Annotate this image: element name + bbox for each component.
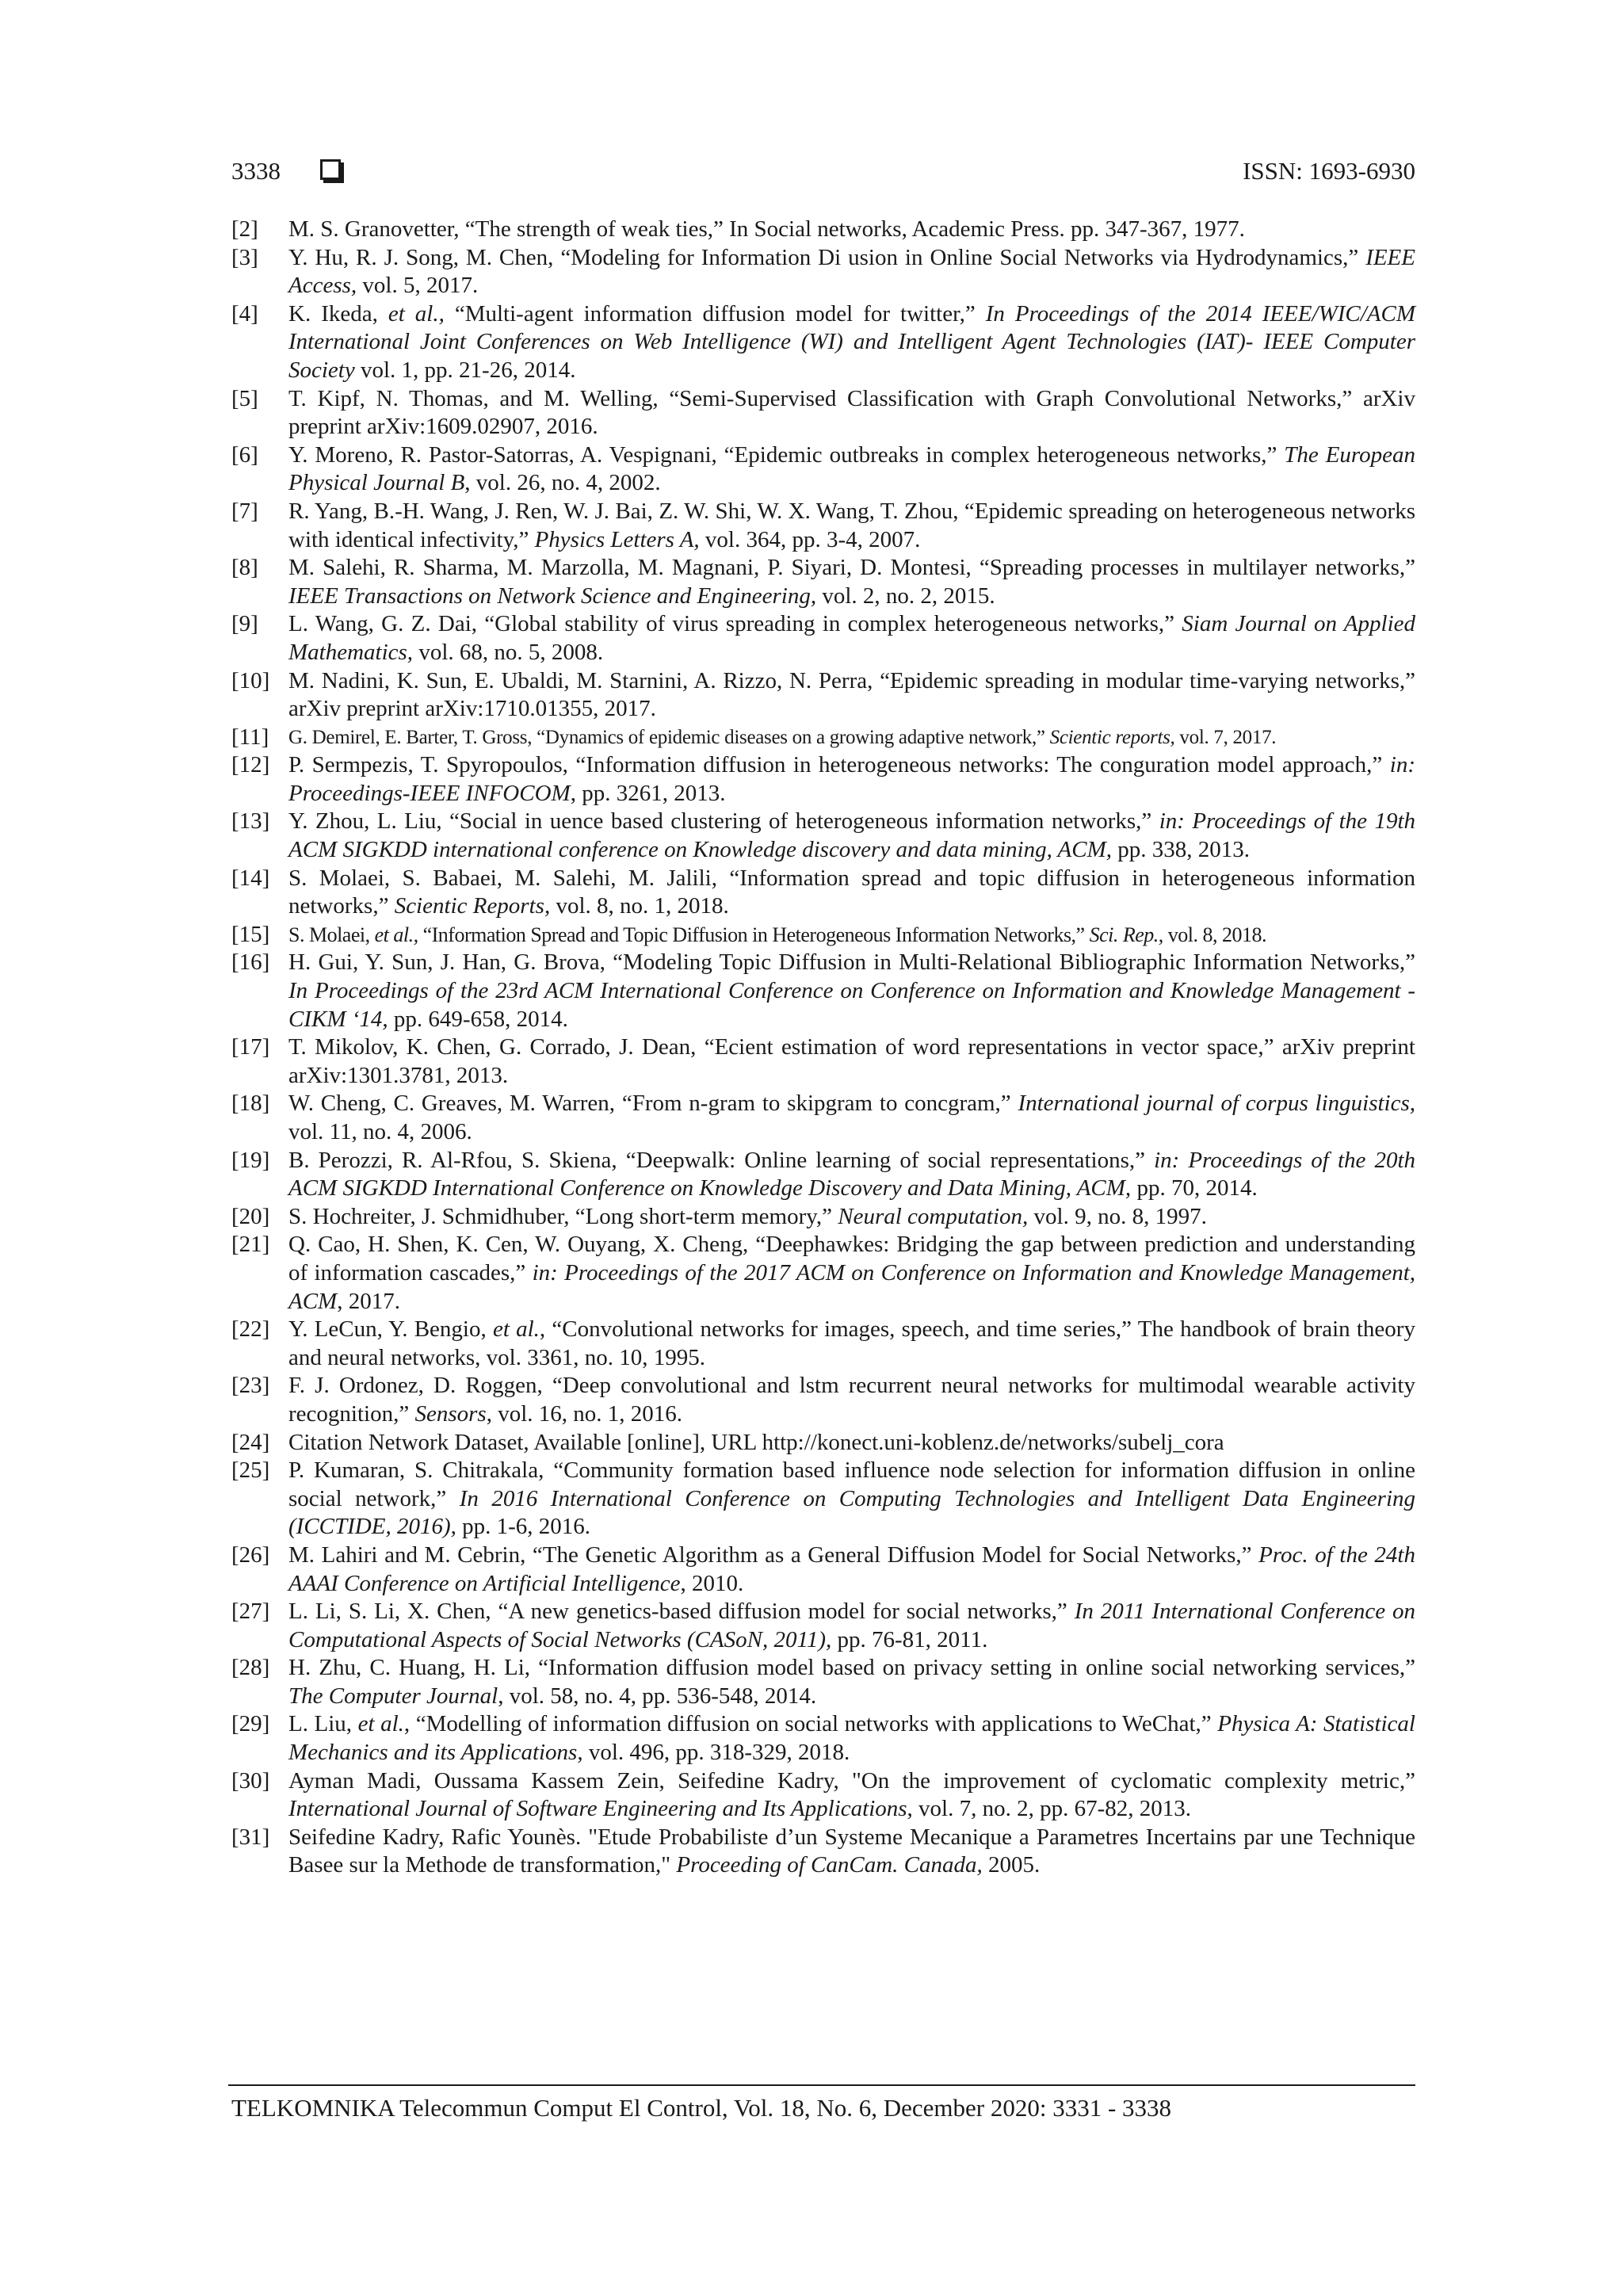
reference-segment: pp. 1-6, 2016.: [456, 1514, 591, 1540]
reference-segment: S. Molaei,: [288, 923, 375, 946]
reference-segment: Seifedine Kadry, Rafic Younès. "Etude Probabiliste d’un Systeme Mecanique a Parametres Incertains par une Technique Basee sur la Methode de transformation,": [288, 1824, 1415, 1878]
reference-text: [288, 1767, 1415, 1824]
reference-segment: L. Li, S. Li, X. Chen, “A new genetics-based diffusion model for social networks,”: [288, 1599, 1075, 1625]
reference-text: [288, 1654, 1415, 1710]
reference-segment: B. Perozzi, R. Al-Rfou, S. Skiena, “Deepwalk: Online learning of social representations,”: [288, 1147, 1155, 1173]
reference-text: [288, 216, 1415, 244]
reference-item: [231, 667, 1415, 724]
reference-segment: R. Yang, B.-H. Wang, J. Ren, W. J. Bai, Z. W. Shi, W. X. Wang, T. Zhou, “Epidemic spreading on heterogeneous networks with identical infectivity,”: [288, 498, 1415, 552]
reference-segment: , 2017.: [337, 1288, 400, 1314]
reference-italic-segment: et al.: [357, 1711, 404, 1737]
reference-segment: Y. LeCun, Y. Bengio,: [288, 1316, 493, 1343]
reference-segment: H. Gui, Y. Sun, J. Han, G. Brova, “Modeling Topic Diffusion in Multi-Relational Bibliographic Information Networks,”: [288, 949, 1415, 976]
reference-italic-segment: in: Proceedings of the 19th ACM SIGKDD international conference on Knowledge discovery and data mining, ACM,: [288, 808, 1415, 863]
reference-number: [10]: [231, 667, 270, 693]
reference-item: [231, 1598, 1415, 1654]
reference-text: [288, 751, 1415, 808]
reference-text: [288, 1824, 1415, 1880]
reference-number: [2]: [231, 216, 258, 242]
reference-text: [288, 1316, 1415, 1372]
reference-number: [19]: [231, 1147, 270, 1173]
reference-segment: “Information Spread and Topic Diffusion in Heterogeneous Information Networks,”: [418, 923, 1090, 946]
reference-segment: , vol. 26, no. 4, 2002.: [464, 470, 661, 496]
reference-italic-segment: Physics Letters A,: [534, 526, 700, 552]
reference-segment: T. Mikolov, K. Chen, G. Corrado, J. Dean, “Ecient estimation of word representations in vector space,” arXiv preprint arXiv:1301.3781, 2013.: [288, 1034, 1415, 1088]
reference-italic-segment: Physica A: Statistical Mechanics and its Applications,: [288, 1711, 1415, 1766]
reference-number: [11]: [231, 724, 269, 750]
reference-text: [288, 1090, 1415, 1146]
reference-segment: , “Convolutional networks for images, speech, and time series,” The handbook of brain theory and neural networks, vol. 3361, no. 10, 1995.: [288, 1316, 1415, 1370]
reference-item: [231, 300, 1415, 385]
reference-italic-segment: Scientic Reports,: [394, 893, 551, 919]
reference-item: [231, 441, 1415, 498]
reference-segment: Y. Moreno, R. Pastor-Satorras, A. Vespignani, “Epidemic outbreaks in complex heterogeneous networks,”: [288, 441, 1285, 468]
reference-number: [9]: [231, 611, 258, 637]
reference-number: [5]: [231, 385, 258, 411]
reference-italic-segment: et al.: [492, 1316, 540, 1343]
footer-rule: [228, 2084, 1415, 2086]
reference-segment: Q. Cao, H. Shen, K. Cen, W. Ouyang, X. Cheng, “Deephawkes: Bridging the gap between prediction and understanding of information cascades,”: [288, 1232, 1415, 1286]
reference-text: [288, 1541, 1415, 1598]
reference-segment: , “Modelling of information diffusion on social networks with applications to WeChat,”: [403, 1711, 1218, 1737]
reference-number: [23]: [231, 1373, 270, 1399]
reference-italic-segment: Scientic reports,: [1049, 726, 1175, 748]
reference-item: [231, 498, 1415, 554]
reference-italic-segment: Sensors: [414, 1400, 487, 1427]
reference-number: [20]: [231, 1203, 270, 1229]
reference-italic-segment: In Proceedings of the 23rd ACM International Conference on Conference on Information and Knowledge Management - CIKM ‘14,: [288, 978, 1415, 1032]
reference-segment: Y. Hu, R. J. Song, M. Chen, “Modeling for Information Di usion in Online Social Networks via Hydrodynamics,”: [288, 244, 1366, 270]
reference-text: [288, 610, 1415, 667]
reference-text: [288, 554, 1415, 610]
reference-italic-segment: in: Proceedings of the 2017 ACM on Conference on Information and Knowledge Management, ACM: [288, 1259, 1416, 1314]
reference-segment: Ayman Madi, Oussama Kassem Zein, Seifedine Kadry, "On the improvement of cyclomatic complexity metric,”: [288, 1767, 1415, 1794]
reference-number: [13]: [231, 808, 270, 835]
reference-italic-segment: et al.,: [388, 300, 445, 327]
reference-segment: 2005.: [982, 1852, 1041, 1878]
reference-number: [6]: [231, 441, 258, 468]
reference-text: [288, 1033, 1415, 1090]
reference-italic-segment: Neural computation,: [838, 1203, 1029, 1229]
reference-number: [4]: [231, 300, 258, 327]
page-number: 3338: [231, 157, 281, 185]
reference-segment: vol. 68, no. 5, 2008.: [413, 639, 604, 665]
reference-text: [288, 1710, 1415, 1767]
reference-segment: vol. 2, no. 2, 2015.: [816, 583, 995, 609]
reference-italic-segment: in: Proceedings of the 20th ACM SIGKDD International Conference on Knowledge Discovery and Data Mining, ACM,: [288, 1147, 1416, 1201]
reference-text: [288, 808, 1415, 864]
reference-italic-segment: International journal of corpus linguistics,: [1018, 1091, 1415, 1117]
reference-number: [7]: [231, 498, 258, 524]
reference-text: [288, 441, 1415, 498]
reference-segment: , vol. 58, no. 4, pp. 536-548, 2014.: [498, 1683, 817, 1709]
page-header: [231, 152, 1415, 190]
reference-number: [22]: [231, 1316, 270, 1343]
reference-item: [231, 1147, 1415, 1203]
reference-segment: , vol. 7, no. 2, pp. 67-82, 2013.: [907, 1796, 1192, 1822]
reference-number: [25]: [231, 1457, 270, 1484]
reference-item: [231, 1824, 1415, 1880]
reference-segment: vol. 5, 2017.: [357, 273, 479, 299]
reference-item: [231, 554, 1415, 610]
reference-italic-segment: The Computer Journal: [288, 1683, 498, 1709]
reference-segment: H. Zhu, C. Huang, H. Li, “Information diffusion model based on privacy setting in online social networking services,”: [288, 1655, 1415, 1681]
reference-segment: , 2010.: [680, 1570, 744, 1596]
reference-item: [231, 1203, 1415, 1232]
reference-segment: pp. 70, 2014.: [1131, 1175, 1258, 1201]
reference-item: [231, 865, 1415, 921]
reference-segment: Y. Zhou, L. Liu, “Social in uence based clustering of heterogeneous information networks,”: [288, 808, 1159, 835]
reference-number: [12]: [231, 752, 270, 778]
reference-italic-segment: The European Physical Journal B: [288, 441, 1415, 496]
reference-text: [288, 724, 1415, 752]
reference-segment: vol. 496, pp. 318-329, 2018.: [582, 1740, 850, 1766]
reference-text: [288, 1372, 1415, 1428]
issn-label: ISSN: 1693-6930: [1243, 157, 1415, 185]
reference-segment: vol. 9, no. 8, 1997.: [1028, 1203, 1207, 1229]
reference-number: [8]: [231, 555, 258, 581]
reference-item: [231, 1710, 1415, 1767]
reference-segment: S. Hochreiter, J. Schmidhuber, “Long short-term memory,”: [288, 1203, 838, 1229]
reference-number: [17]: [231, 1034, 270, 1060]
reference-segment: M. Nadini, K. Sun, E. Ubaldi, M. Starnini, A. Rizzo, N. Perra, “Epidemic spreading in modular time-varying networks,” arXiv preprint arXiv:1710.01355, 2017.: [288, 667, 1415, 722]
reference-text: [288, 1231, 1415, 1316]
reference-segment: vol. 8, 2018.: [1163, 923, 1267, 946]
reference-list: [231, 216, 1415, 1880]
reference-number: [3]: [231, 244, 258, 270]
reference-segment: M. Salehi, R. Sharma, M. Marzolla, M. Magnani, P. Siyari, D. Montesi, “Spreading processes in multilayer networks,”: [288, 555, 1415, 581]
reference-text: [288, 1457, 1415, 1541]
reference-number: [14]: [231, 865, 270, 891]
reference-item: [231, 808, 1415, 864]
reference-segment: pp. 338, 2013.: [1112, 837, 1251, 863]
reference-number: [26]: [231, 1541, 270, 1568]
reference-segment: W. Cheng, C. Greaves, M. Warren, “From n-gram to skipgram to concgram,”: [288, 1091, 1018, 1117]
reference-segment: M. Lahiri and M. Cebrin, “The Genetic Algorithm as a General Diffusion Model for Social Networks,”: [288, 1541, 1259, 1568]
reference-segment: L. Liu,: [288, 1711, 358, 1737]
reference-italic-segment: International Journal of Software Engineering and Its Applications: [288, 1796, 907, 1822]
reference-number: [28]: [231, 1655, 270, 1681]
reference-italic-segment: In 2011 International Conference on Computational Aspects of Social Networks (CASoN, 2011),: [288, 1599, 1415, 1652]
reference-number: [24]: [231, 1429, 270, 1455]
reference-segment: vol. 364, pp. 3-4, 2007.: [699, 526, 921, 552]
reference-segment: K. Ikeda,: [288, 300, 388, 327]
reference-text: [288, 865, 1415, 921]
reference-italic-segment: IEEE Access,: [288, 244, 1415, 299]
reference-item: [231, 244, 1415, 300]
reference-segment: S. Molaei, S. Babaei, M. Salehi, M. Jalili, “Information spread and topic diffusion in heterogeneous information networks,”: [288, 865, 1415, 919]
reference-segment: M. S. Granovetter, “The strength of weak ties,” In Social networks, Academic Press. pp. 347-367, 1977.: [288, 216, 1245, 242]
reference-item: [231, 1090, 1415, 1146]
reference-segment: “Multi-agent information diffusion model for twitter,”: [444, 300, 986, 327]
reference-segment: vol. 11, no. 4, 2006.: [288, 1119, 472, 1144]
reference-number: [16]: [231, 949, 270, 976]
reference-text: [288, 244, 1415, 300]
reference-italic-segment: IEEE Transactions on Network Science and Engineering,: [288, 583, 817, 609]
reference-text: [288, 921, 1415, 949]
reference-segment: T. Kipf, N. Thomas, and M. Welling, “Semi-Supervised Classification with Graph Convolutional Networks,” arXiv preprint arXiv:1609.02907, 2016.: [288, 385, 1415, 440]
journal-footer: TELKOMNIKA Telecommun Comput El Control, Vol. 18, No. 6, December 2020: 3331 - 3338: [231, 2094, 1172, 2122]
reference-item: [231, 1457, 1415, 1541]
reference-italic-segment: et al.,: [374, 923, 418, 946]
reference-number: [21]: [231, 1232, 270, 1258]
reference-text: [288, 667, 1415, 724]
reference-number: [18]: [231, 1091, 270, 1117]
reference-item: [231, 610, 1415, 667]
reference-item: [231, 216, 1415, 244]
reference-segment: F. J. Ordonez, D. Roggen, “Deep convolutional and lstm recurrent neural networks for multimodal wearable activity recognition,”: [288, 1373, 1415, 1427]
reference-item: [231, 1033, 1415, 1090]
reference-segment: vol. 8, no. 1, 2018.: [550, 893, 729, 919]
reference-segment: G. Demirel, E. Barter, T. Gross, “Dynamics of epidemic diseases on a growing adaptive network,”: [288, 726, 1050, 748]
reference-segment: , vol. 16, no. 1, 2016.: [486, 1400, 682, 1427]
reference-segment: L. Wang, G. Z. Dai, “Global stability of virus spreading in complex heterogeneous networks,”: [288, 611, 1182, 637]
reference-item: [231, 949, 1415, 1033]
reference-segment: pp. 649-658, 2014.: [388, 1006, 568, 1032]
reference-italic-segment: Siam Journal on Applied Mathematics,: [288, 611, 1416, 665]
reference-number: [29]: [231, 1711, 270, 1737]
reference-italic-segment: Proc. of the 24th AAAI Conference on Artificial Intelligence: [288, 1541, 1415, 1596]
reference-text: [288, 498, 1415, 554]
reference-item: [231, 1316, 1415, 1372]
square-box-icon: [320, 159, 341, 180]
reference-segment: P. Sermpezis, T. Spyropoulos, “Information diffusion in heterogeneous networks: The conguration model approach,”: [288, 752, 1390, 778]
reference-item: [231, 724, 1415, 752]
reference-italic-segment: In Proceedings of the 2014 IEEE/WIC/ACM International Joint Conferences on Web Intelligence (WI) and Intelligent Agent Technologies (IAT)- IEEE Computer Society: [288, 300, 1416, 383]
reference-text: [288, 949, 1415, 1033]
reference-item: [231, 1372, 1415, 1428]
reference-item: [231, 921, 1415, 949]
reference-text: [288, 300, 1415, 385]
reference-number: [27]: [231, 1599, 270, 1625]
reference-italic-segment: Proceeding of CanCam. Canada,: [676, 1852, 983, 1878]
reference-italic-segment: Sci. Rep.,: [1089, 923, 1163, 946]
reference-text: [288, 1429, 1415, 1457]
reference-text: [288, 1147, 1415, 1203]
reference-text: [288, 385, 1415, 441]
reference-italic-segment: in: Proceedings-IEEE INFOCOM: [288, 752, 1415, 806]
reference-item: [231, 1429, 1415, 1457]
reference-item: [231, 1541, 1415, 1598]
reference-italic-segment: In 2016 International Conference on Computing Technologies and Intelligent Data Engineering (ICCTIDE, 2016),: [288, 1485, 1415, 1540]
reference-segment: P. Kumaran, S. Chitrakala, “Community formation based influence node selection for information diffusion in online social network,”: [288, 1457, 1415, 1511]
reference-text: [288, 1598, 1415, 1654]
reference-number: [15]: [231, 921, 270, 947]
reference-segment: , pp. 3261, 2013.: [570, 780, 726, 806]
reference-item: [231, 1231, 1415, 1316]
reference-segment: vol. 7, 2017.: [1174, 726, 1277, 748]
reference-number: [31]: [231, 1824, 270, 1850]
reference-item: [231, 751, 1415, 808]
reference-item: [231, 1767, 1415, 1824]
reference-segment: pp. 76-81, 2011.: [831, 1626, 988, 1652]
reference-item: [231, 1654, 1415, 1710]
reference-number: [30]: [231, 1767, 270, 1794]
reference-item: [231, 385, 1415, 441]
reference-segment: vol. 1, pp. 21-26, 2014.: [354, 357, 576, 383]
reference-text: [288, 1203, 1415, 1232]
reference-segment: Citation Network Dataset, Available [online], URL http://konect.uni-koblenz.de/networks/subelj_cora: [288, 1429, 1224, 1455]
